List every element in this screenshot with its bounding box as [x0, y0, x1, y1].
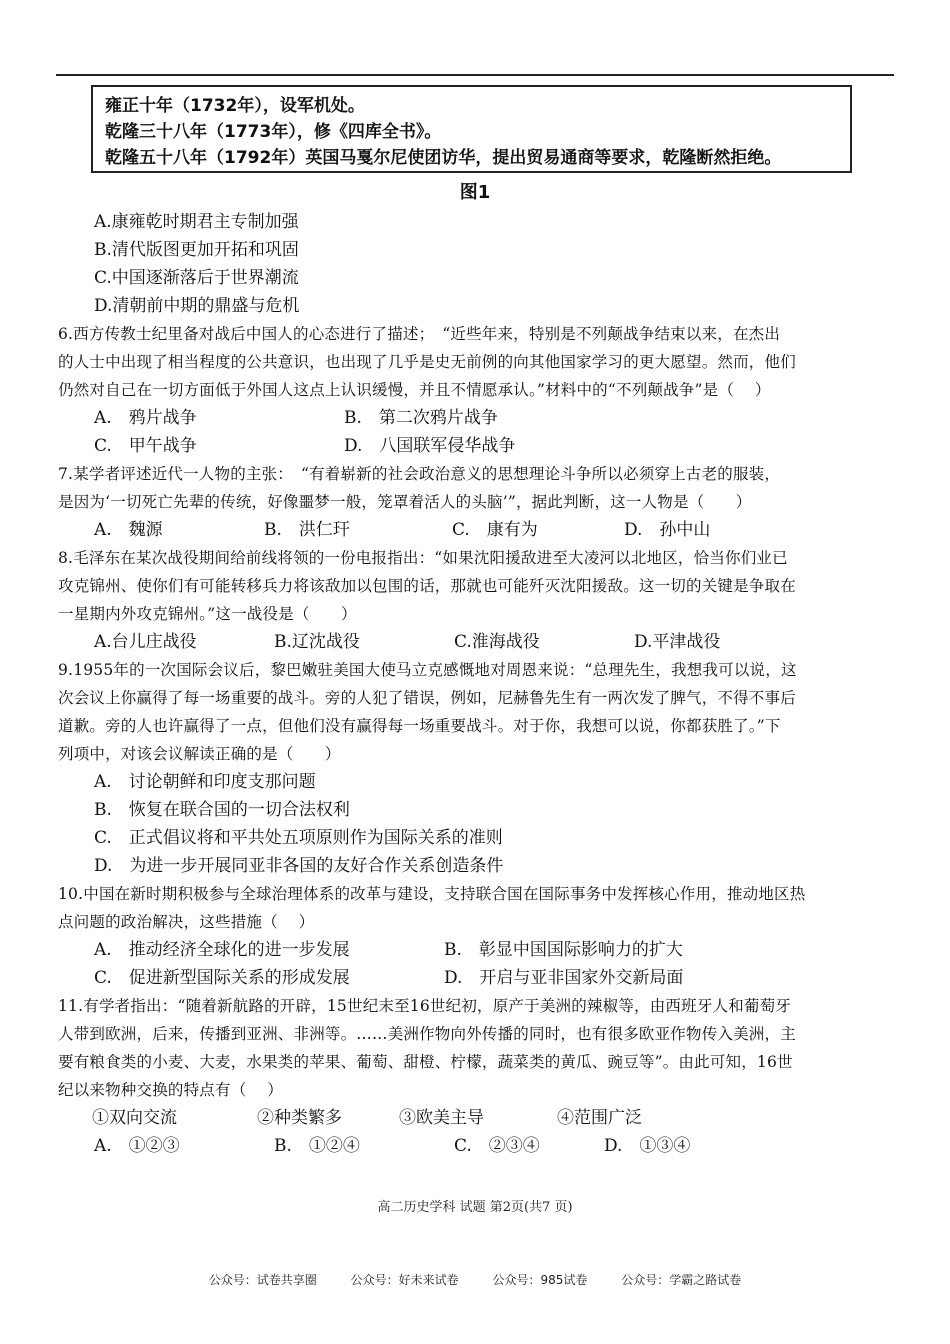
- page-footer: 高二历史学科 试题 第2页(共7 页): [377, 1200, 573, 1215]
- question-8-text: 8.毛泽东在某次战役期间给前线将领的一份电报指出：“如果沈阳援敌进至大凌河以北地区，恰当你们业已: [58, 549, 788, 567]
- q9-option-a[interactable]: A. 讨论朝鲜和印度支那问题: [94, 772, 316, 792]
- publink-item: 公众号：好未来试卷: [350, 1273, 459, 1287]
- q11-item-2: ②种类繁多: [257, 1108, 342, 1128]
- figure-1-box: [91, 85, 852, 173]
- q11-item-1: ①双向交流: [92, 1108, 177, 1128]
- question-9: [58, 656, 894, 880]
- question-7: [58, 460, 894, 544]
- figure-line: 乾隆五十八年（1792年）英国马戛尔尼使团访华，提出贸易通商等要求，乾隆断然拒绝。: [105, 148, 782, 168]
- q11-option-b[interactable]: B. ①②④: [274, 1136, 360, 1156]
- question-8-text: 攻克锦州、使你们有可能转移兵力将该敌加以包围的话，那就也可能歼灭沈阳援敌。这一切的关键是争取在: [58, 577, 796, 595]
- question-8: [58, 544, 894, 656]
- q5-option-a[interactable]: A.康雍乾时期君主专制加强: [94, 212, 299, 232]
- top-rule: [56, 74, 894, 76]
- question-11: [58, 992, 894, 1160]
- q7-option-a[interactable]: A. 魏源: [94, 520, 163, 540]
- q8-option-c[interactable]: C.淮海战役: [454, 632, 540, 652]
- q6-option-d[interactable]: D. 八国联军侵华战争: [344, 436, 516, 456]
- question-10: [58, 880, 894, 992]
- q11-option-d[interactable]: D. ①③④: [604, 1136, 691, 1156]
- publink-bar: [0, 1271, 950, 1288]
- question-7-text: 是因为‘一切死亡先辈的传统，好像噩梦一般，笼罩着活人的头脑’”，据此判断，这一人物是（ ）: [58, 493, 752, 511]
- q7-option-d[interactable]: D. 孙中山: [624, 520, 711, 540]
- q9-option-b[interactable]: B. 恢复在联合国的一切合法权利: [94, 800, 350, 820]
- question-11-text: 11.有学者指出：“随着新航路的开辟，15世纪末至16世纪初，原产于美洲的辣椒等，由西班牙人和葡萄牙: [58, 997, 792, 1015]
- q5-option-c[interactable]: C.中国逐渐落后于世界潮流: [94, 268, 299, 288]
- q6-option-a[interactable]: A. 鸦片战争: [94, 408, 197, 428]
- question-6: [58, 320, 894, 460]
- question-6-text: 的人士中出现了相当程度的公共意识，也出现了几乎是史无前例的向其他国家学习的更大愿望。然而，他们: [58, 353, 796, 371]
- q10-option-d[interactable]: D. 开启与亚非国家外交新局面: [444, 968, 684, 988]
- question-11-text: 纪以来物种交换的特点有（ ）: [58, 1081, 283, 1099]
- q9-option-d[interactable]: D. 为进一步开展同亚非各国的友好合作关系创造条件: [94, 856, 504, 876]
- q11-item-4: ④范围广泛: [557, 1108, 642, 1128]
- question-9-text: 9.1955年的一次国际会议后，黎巴嫩驻美国大使马立克感慨地对周恩来说：“总理先生，我想我可以说，这: [58, 661, 797, 679]
- question-9-text: 列项中，对该会议解读正确的是（ ）: [58, 745, 341, 763]
- question-11-text: 要有粮食类的小麦、大麦，水果类的苹果、葡萄、甜橙、柠檬，蔬菜类的黄瓜、豌豆等”。由此可知，16世: [58, 1053, 793, 1071]
- figure-caption: 图1: [459, 182, 491, 203]
- question-list: [58, 208, 894, 1160]
- q6-option-b[interactable]: B. 第二次鸦片战争: [344, 408, 498, 428]
- q5-option-b[interactable]: B.清代版图更加开拓和巩固: [94, 240, 299, 260]
- figure-line: 雍正十年（1732年），设军机处。: [105, 96, 365, 116]
- question-6-text: 6.西方传教士纪里备对战后中国人的心态进行了描述； “近些年来，特别是不列颠战争结束以来，在杰出: [58, 325, 781, 343]
- q7-option-b[interactable]: B. 洪仁玕: [264, 520, 350, 540]
- question-6-text: 仍然对自己在一切方面低于外国人这点上认识缓慢，并且不情愿承认。”材料中的“不列颠战争”是（ ）: [58, 381, 771, 399]
- question-10-text: 点问题的政治解决，这些措施（ ）: [58, 913, 315, 931]
- question-11-text: 人带到欧洲，后来，传播到亚洲、非洲等。……美洲作物向外传播的同时，也有很多欧亚作物传入美洲，主: [58, 1025, 796, 1043]
- q10-option-c[interactable]: C. 促进新型国际关系的形成发展: [94, 968, 350, 988]
- q9-option-c[interactable]: C. 正式倡议将和平共处五项原则作为国际关系的准则: [94, 828, 503, 848]
- question-8-text: 一星期内外攻克锦州。”这一战役是（ ）: [58, 605, 357, 623]
- q8-option-a[interactable]: A.台儿庄战役: [94, 632, 197, 652]
- q7-option-c[interactable]: C. 康有为: [452, 520, 538, 540]
- q10-option-b[interactable]: B. 彰显中国国际影响力的扩大: [444, 940, 683, 960]
- q11-option-c[interactable]: C. ②③④: [454, 1136, 540, 1156]
- q6-option-c[interactable]: C. 甲午战争: [94, 436, 197, 456]
- question-9-text: 次会议上你赢得了每一场重要的战斗。旁的人犯了错误，例如，尼赫鲁先生有一两次发了脾气，不得不事后: [58, 689, 796, 707]
- q11-option-a[interactable]: A. ①②③: [94, 1136, 180, 1156]
- question-7-text: 7.某学者评述近代一人物的主张： “有着崭新的社会政治意义的思想理论斗争所以必须穿上古老的服装，: [58, 465, 781, 483]
- q11-item-3: ③欧美主导: [399, 1108, 484, 1128]
- q10-option-a[interactable]: A. 推动经济全球化的进一步发展: [94, 940, 350, 960]
- publink-item: 公众号：学霸之路试卷: [621, 1273, 742, 1287]
- q5-option-d[interactable]: D.清朝前中期的鼎盛与危机: [94, 296, 300, 316]
- q8-option-b[interactable]: B.辽沈战役: [274, 632, 360, 652]
- question-10-text: 10.中国在新时期积极参与全球治理体系的改革与建设，支持联合国在国际事务中发挥核心作用，推动地区热: [58, 885, 806, 903]
- figure-line: 乾隆三十八年（1773年），修《四库全书》。: [105, 122, 442, 142]
- q5-options: [58, 208, 894, 320]
- question-9-text: 道歉。旁的人也许赢得了一点，但他们没有赢得每一场重要战斗。对于你，我想可以说，你都获胜了。”下: [58, 717, 781, 735]
- q8-option-d[interactable]: D.平津战役: [634, 632, 721, 652]
- publink-item: 公众号：试卷共享圈: [208, 1273, 317, 1287]
- publink-item: 公众号：985试卷: [492, 1273, 588, 1287]
